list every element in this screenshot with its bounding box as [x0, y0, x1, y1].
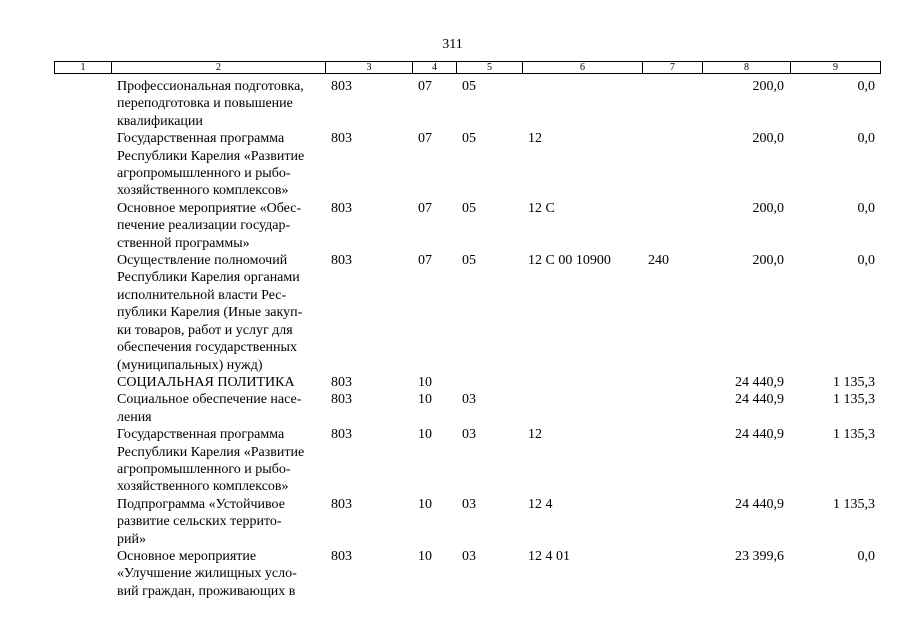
- cell-col-9: 1 135,3: [833, 427, 875, 443]
- row-name: [117, 252, 327, 374]
- row-name-line: Основное мероприятие: [117, 548, 257, 564]
- cell-col-3: 803: [331, 374, 352, 390]
- row-name-line: Основное мероприятие «Обес-: [117, 200, 302, 216]
- cell-col-6: 12: [528, 427, 542, 443]
- row-name-line: ственной программы»: [117, 235, 250, 251]
- row-name-line: печение реализации государ-: [117, 218, 291, 234]
- table-row: [0, 200, 905, 252]
- row-name-line: ления: [117, 409, 152, 425]
- row-name: [117, 391, 327, 426]
- row-name-line: Государственная программа: [117, 131, 285, 147]
- cell-col-9: 0,0: [857, 253, 875, 269]
- cell-col-5: 03: [462, 548, 476, 564]
- cell-col-8: 23 399,6: [735, 548, 784, 564]
- cell-col-8: 24 440,9: [735, 427, 784, 443]
- cell-col-4: 10: [418, 392, 432, 408]
- cell-col-6: 12 4 01: [528, 548, 570, 564]
- cell-col-8: 24 440,9: [735, 496, 784, 512]
- row-name-line: (муниципальных) нужд): [117, 357, 263, 373]
- cell-col-8: 24 440,9: [735, 374, 784, 390]
- cell-col-8: 24 440,9: [735, 392, 784, 408]
- row-name: [117, 374, 327, 391]
- cell-col-4: 07: [418, 200, 432, 216]
- row-name-line: агропромышленного и рыбо-: [117, 461, 291, 477]
- cell-col-3: 803: [331, 253, 352, 269]
- cell-col-3: 803: [331, 79, 352, 94]
- cell-col-3: 803: [331, 427, 352, 443]
- cell-col-3: 803: [331, 200, 352, 216]
- cell-col-6: 12 4: [528, 496, 553, 512]
- cell-col-4: 10: [418, 427, 432, 443]
- header-cell-2: 2: [111, 62, 325, 73]
- row-name: [117, 548, 327, 600]
- row-name: [117, 200, 327, 252]
- row-name-line: «Улучшение жилищных усло-: [117, 566, 297, 582]
- table-row: [0, 548, 905, 600]
- cell-col-5: 05: [462, 79, 476, 94]
- cell-col-4: 10: [418, 374, 432, 390]
- row-name-line: СОЦИАЛЬНАЯ ПОЛИТИКА: [117, 374, 295, 390]
- row-name: [117, 130, 327, 200]
- cell-col-6: 12: [528, 131, 542, 147]
- row-name-line: хозяйственного комплексов»: [117, 479, 289, 495]
- header-cell-9: 9: [790, 62, 881, 73]
- row-name-line: Профессиональная подготовка,: [117, 79, 304, 94]
- cell-col-5: 03: [462, 392, 476, 408]
- cell-col-4: 10: [418, 548, 432, 564]
- table-header: [54, 61, 881, 74]
- row-name-line: исполнительной власти Рес-: [117, 287, 287, 303]
- table-row: [0, 426, 905, 496]
- cell-col-4: 10: [418, 496, 432, 512]
- cell-col-9: 1 135,3: [833, 496, 875, 512]
- cell-col-4: 07: [418, 253, 432, 269]
- header-cell-1: 1: [54, 62, 111, 73]
- cell-col-5: 03: [462, 427, 476, 443]
- header-cell-4: 4: [412, 62, 456, 73]
- row-name: [117, 78, 327, 130]
- cell-col-8: 200,0: [752, 79, 784, 94]
- table-row: [0, 391, 905, 426]
- cell-col-9: 0,0: [857, 200, 875, 216]
- row-name: [117, 426, 327, 496]
- row-name: [117, 496, 327, 548]
- cell-col-9: 0,0: [857, 548, 875, 564]
- row-name-line: Подпрограмма «Устойчивое: [117, 496, 285, 512]
- row-name-line: вий граждан, проживающих в: [117, 583, 296, 599]
- page-number: 311: [442, 37, 463, 52]
- header-cell-5: 5: [456, 62, 522, 73]
- row-name-line: развитие сельских террито-: [117, 514, 282, 530]
- cell-col-5: 05: [462, 131, 476, 147]
- row-name-line: Республики Карелия «Развитие: [117, 444, 305, 460]
- cell-col-7: 240: [648, 253, 669, 269]
- row-name-line: Социальное обеспечение насе-: [117, 392, 302, 408]
- cell-col-3: 803: [331, 131, 352, 147]
- row-name-line: Государственная программа: [117, 427, 285, 443]
- cell-col-8: 200,0: [752, 253, 784, 269]
- header-cell-3: 3: [325, 62, 412, 73]
- cell-col-9: 0,0: [857, 131, 875, 147]
- row-name-line: квалификации: [117, 113, 203, 129]
- cell-col-8: 200,0: [752, 131, 784, 147]
- header-cell-8: 8: [702, 62, 790, 73]
- header-cell-7: 7: [642, 62, 702, 73]
- row-name-line: публики Карелия (Иные закуп-: [117, 305, 303, 321]
- cell-col-9: 0,0: [857, 79, 875, 94]
- table-row: [0, 252, 905, 374]
- cell-col-9: 1 135,3: [833, 392, 875, 408]
- cell-col-5: 03: [462, 496, 476, 512]
- cell-col-3: 803: [331, 496, 352, 512]
- cell-col-5: 05: [462, 200, 476, 216]
- cell-col-9: 1 135,3: [833, 374, 875, 390]
- row-name-line: Республики Карелия «Развитие: [117, 148, 305, 164]
- cell-col-4: 07: [418, 79, 432, 94]
- table-row: [0, 78, 905, 130]
- row-name-line: хозяйственного комплексов»: [117, 183, 289, 199]
- header-cell-6: 6: [522, 62, 642, 73]
- cell-col-6: 12 С: [528, 200, 555, 216]
- row-name-line: Осуществление полномочий: [117, 253, 288, 269]
- cell-col-3: 803: [331, 392, 352, 408]
- row-name-line: Республики Карелия органами: [117, 270, 300, 286]
- table-row: [0, 130, 905, 200]
- cell-col-3: 803: [331, 548, 352, 564]
- row-name-line: ки товаров, работ и услуг для: [117, 322, 293, 338]
- cell-col-8: 200,0: [752, 200, 784, 216]
- table-body: [0, 78, 905, 600]
- table-row: [0, 496, 905, 548]
- cell-col-4: 07: [418, 131, 432, 147]
- row-name-line: обеспечения государственных: [117, 340, 297, 356]
- table-row: [0, 374, 905, 391]
- cell-col-5: 05: [462, 253, 476, 269]
- row-name-line: агропромышленного и рыбо-: [117, 166, 291, 182]
- row-name-line: рий»: [117, 531, 146, 547]
- cell-col-6: 12 С 00 10900: [528, 253, 611, 269]
- row-name-line: переподготовка и повышение: [117, 96, 293, 112]
